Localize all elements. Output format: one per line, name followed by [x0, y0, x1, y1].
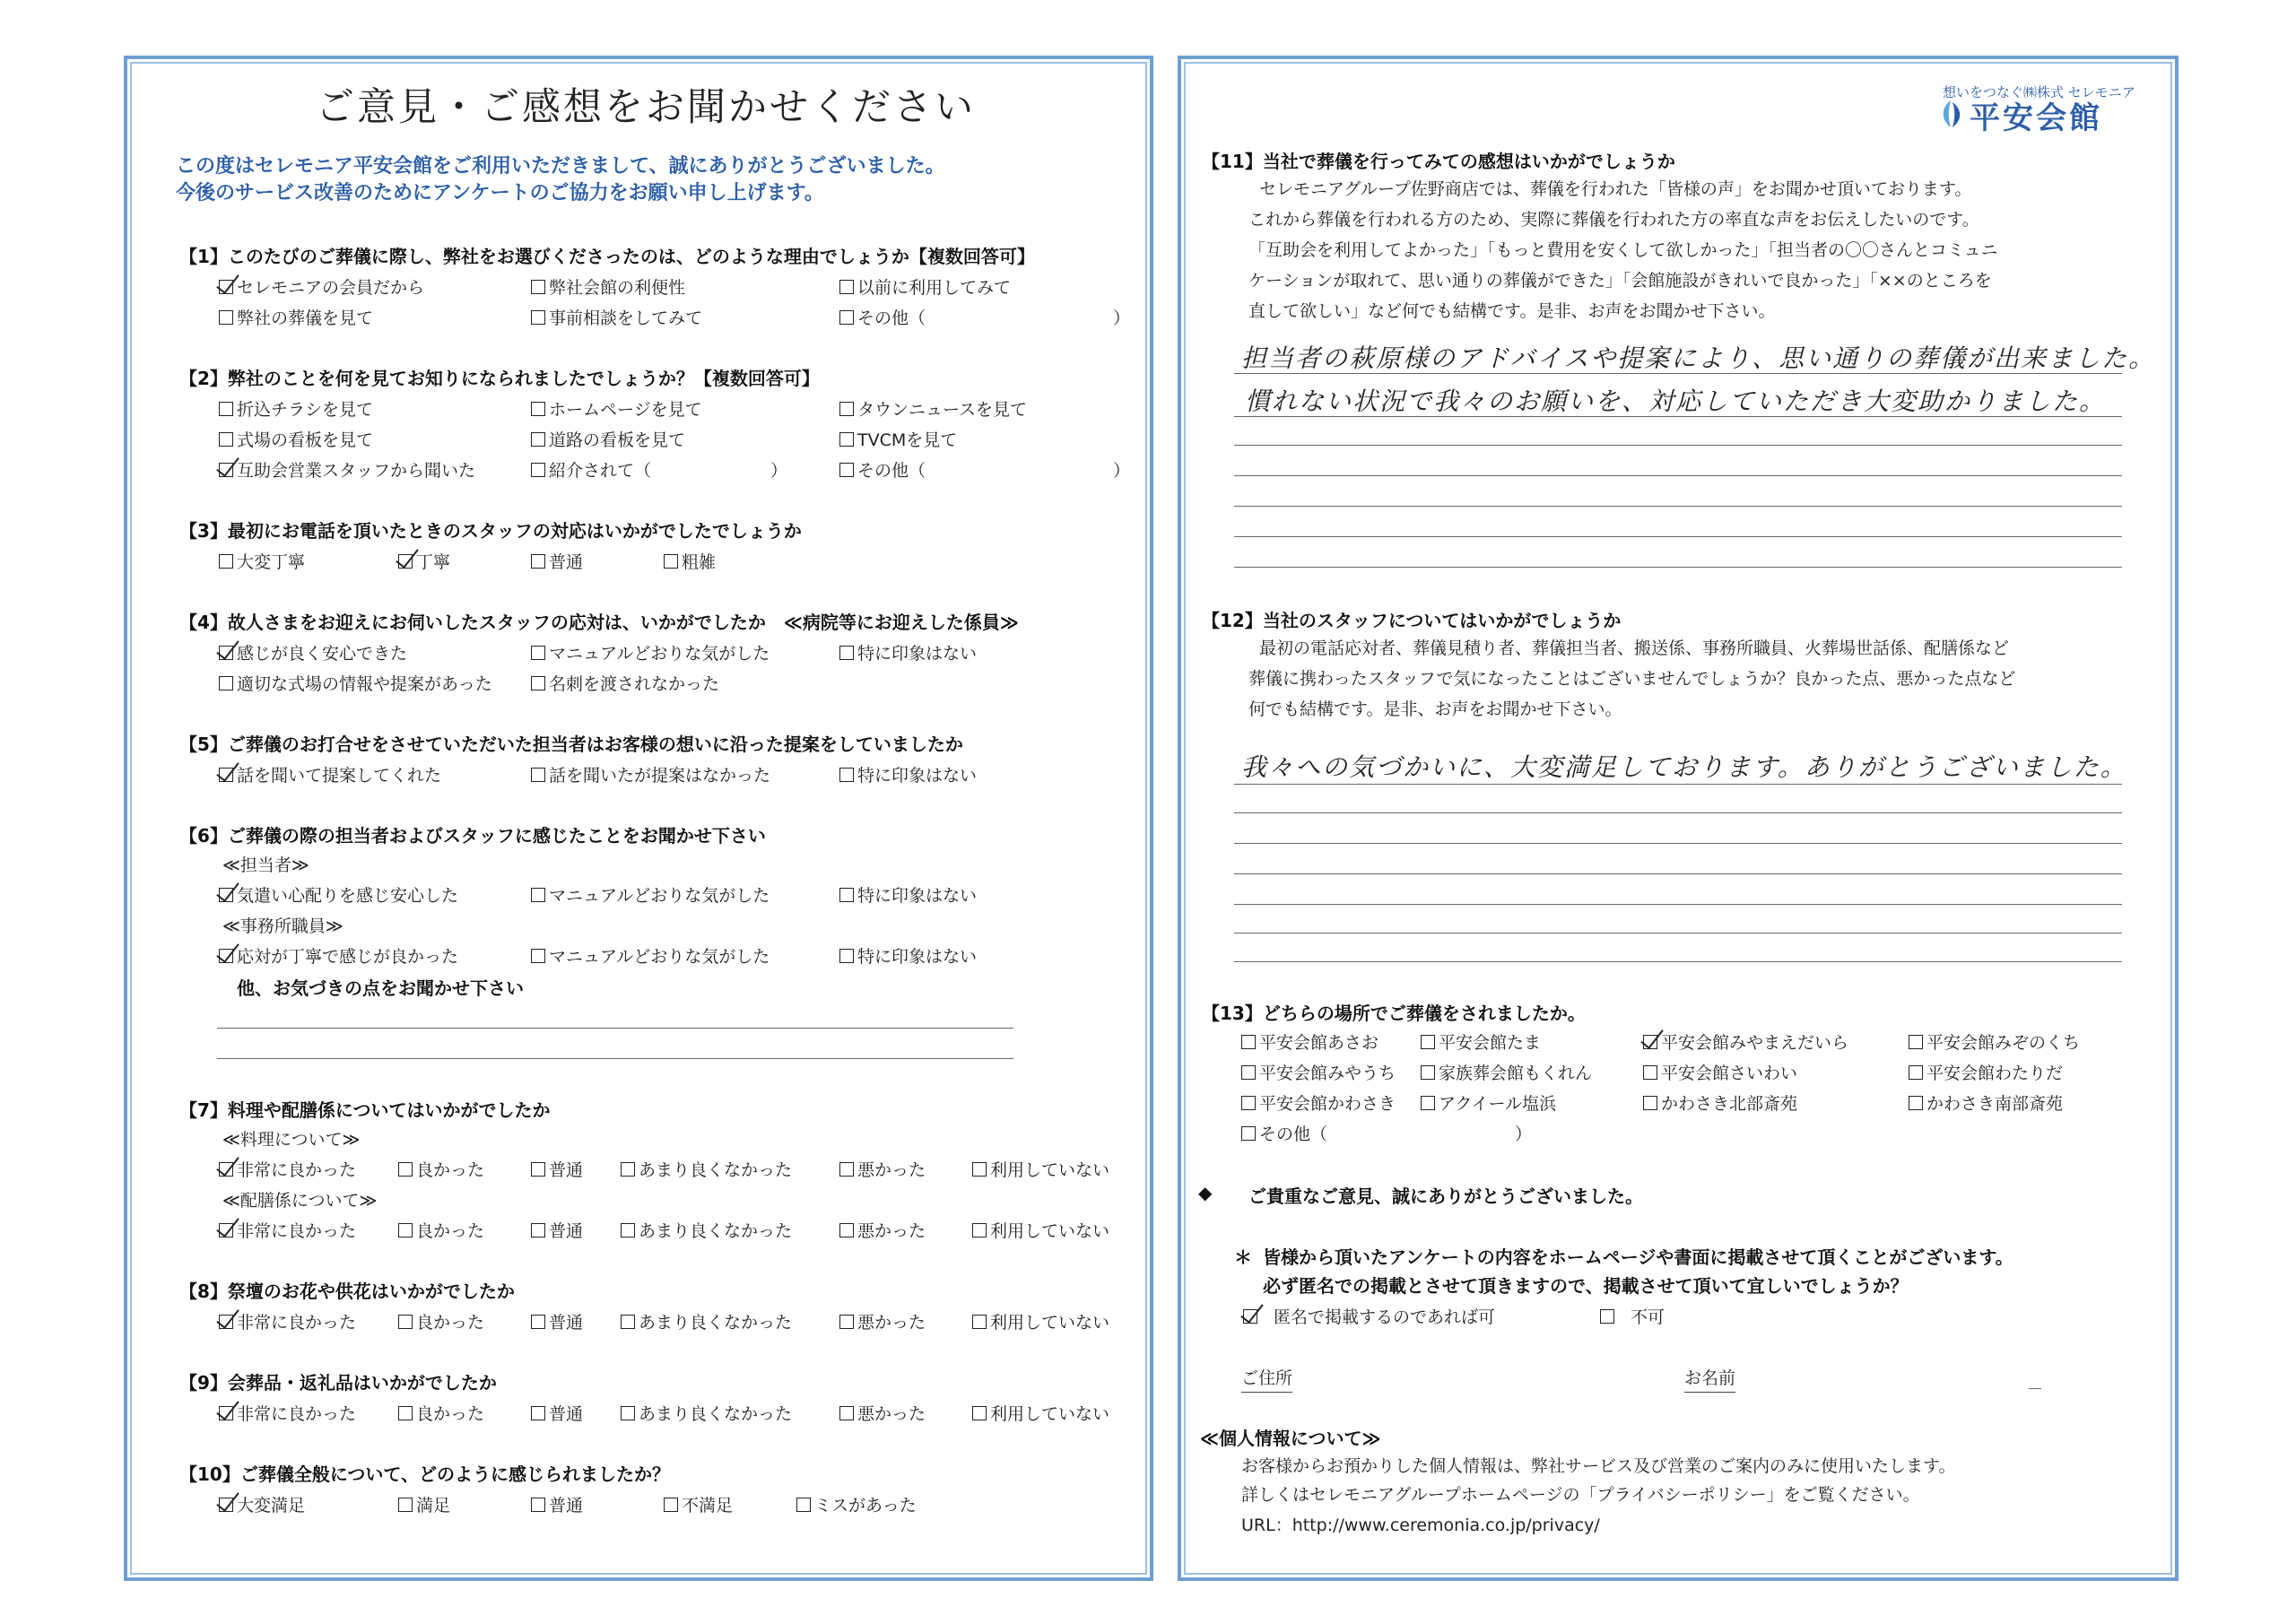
checkbox[interactable]	[1643, 1065, 1657, 1080]
q1-option-3[interactable]	[839, 274, 1011, 299]
q8-title: 【8】祭壇のお花や供花はいかがでしたか	[179, 1281, 515, 1302]
option-label: ミスがあった	[814, 1496, 917, 1515]
q9-title: 【9】会葬品・返礼品はいかがでしたか	[179, 1372, 497, 1394]
checkbox[interactable]	[839, 1223, 854, 1238]
option-label: 利用していない	[990, 1313, 1110, 1333]
checkbox-checked[interactable]	[219, 1498, 233, 1512]
checkbox[interactable]	[398, 1498, 413, 1512]
option-label: 悪かった	[857, 1404, 926, 1424]
checkbox[interactable]	[531, 1406, 545, 1420]
option-label: 平安会館みやうち	[1259, 1064, 1396, 1083]
q9-option-4[interactable]	[621, 1401, 792, 1425]
intro-line-1: この度はセレモニア平安会館をご利用いただきまして、誠にありがとうございました。	[176, 155, 945, 178]
option-label: 弊社の葬儀を見て	[237, 308, 374, 328]
write-line[interactable]	[1234, 873, 2122, 874]
q1-option-1[interactable]	[219, 274, 424, 299]
q6-sub-office: ≪事務所職員≫	[222, 916, 344, 936]
q1-option-2[interactable]	[531, 274, 685, 299]
q8-option-2[interactable]	[398, 1309, 484, 1333]
privacy-title: ≪個人情報について≫	[1200, 1428, 1381, 1449]
option-label: 利用していない	[990, 1221, 1110, 1241]
q11-body-3: 「互助会を利用してよかった」「もっと費用を安くして欲しかった」「担当者の〇〇さんとコミュニ	[1248, 240, 1998, 260]
option-label: その他（ ）	[857, 461, 1131, 481]
option-label: 非常に良かった	[237, 1404, 357, 1424]
q6-title: 【6】ご葬儀の際の担当者およびスタッフに感じたことをお聞かせ下さい	[179, 825, 766, 847]
write-line[interactable]	[1234, 904, 2122, 905]
publish-line-2: 必ず匿名での掲載とさせて頂きますので、掲載させて頂いて宜しいでしょうか？	[1263, 1275, 1909, 1297]
option-label: 特に印象はない	[857, 644, 978, 664]
option-label: 普通	[549, 1160, 584, 1180]
write-line[interactable]	[217, 1028, 1013, 1029]
q10-option-4[interactable]	[664, 1492, 733, 1516]
q11-body-5: 直して欲しい」など何でも結構です。是非、お声をお聞かせ下さい。	[1248, 301, 1776, 321]
q6-option-3[interactable]	[839, 882, 977, 907]
q12-body-1: 最初の電話応対者、葬儀見積り者、葬儀担当者、搬送係、事務所職員、火葬場世話係、配膳係など	[1259, 638, 2010, 658]
name-field-end	[2029, 1388, 2041, 1389]
q7-food-option-6[interactable]	[972, 1157, 1109, 1181]
checkbox[interactable]	[531, 768, 545, 782]
q5-option-1[interactable]	[219, 762, 441, 786]
option-label: 平安会館みぞのくち	[1926, 1033, 2081, 1053]
write-line[interactable]	[1234, 416, 2122, 417]
q7-serving-option-6[interactable]	[972, 1218, 1109, 1242]
option-label: 平安会館あさお	[1259, 1033, 1379, 1053]
checkbox[interactable]	[219, 676, 233, 690]
q7-serving-option-5[interactable]	[839, 1218, 926, 1242]
option-label: 非常に良かった	[237, 1313, 357, 1333]
checkbox[interactable]	[796, 1498, 811, 1512]
option-label: あまり良くなかった	[639, 1404, 793, 1424]
q13-option-3[interactable]	[1643, 1029, 1848, 1054]
write-line[interactable]	[1234, 567, 2122, 568]
publish-line-1: 皆様から頂いたアンケートの内容をホームページや書面に掲載させて頂くことがございます。	[1263, 1246, 2013, 1268]
q4-option-3[interactable]	[839, 640, 977, 664]
q13-title: 【13】どちらの場所でご葬儀をされましたか。	[1202, 1003, 1586, 1024]
write-line[interactable]	[217, 1058, 1013, 1059]
q4-title: 【4】故人さまをお迎えにお伺いしたスタッフの応対は、いかがでしたか ≪病院等にお迎えした係員≫	[179, 612, 1019, 633]
checkbox-checked[interactable]	[219, 646, 233, 660]
q8-option-3[interactable]	[531, 1309, 583, 1333]
checkbox[interactable]	[219, 310, 233, 325]
checkbox[interactable]	[621, 1315, 635, 1329]
q10-option-5[interactable]	[796, 1492, 917, 1516]
checkbox[interactable]	[972, 1162, 987, 1177]
checkbox[interactable]	[219, 402, 233, 416]
q1-option-5[interactable]	[531, 305, 702, 329]
q13-option-5[interactable]	[1241, 1060, 1396, 1084]
checkbox[interactable]	[531, 1498, 545, 1512]
checkbox-checked[interactable]	[398, 554, 413, 569]
q13-option-11[interactable]	[1643, 1090, 1797, 1115]
option-label: 式場の看板を見て	[237, 430, 374, 450]
privacy-url[interactable]: URL：http://www.ceremonia.co.jp/privacy/	[1241, 1515, 1600, 1535]
q11-body-4: ケーションが取れて、思い通りの葬儀ができた」「会館施設がきれいで良かった」「××のところを	[1248, 271, 1992, 291]
q6-sub-tantousha: ≪担当者≫	[222, 855, 309, 875]
option-label: その他（ ）	[1259, 1125, 1533, 1144]
write-line[interactable]	[1234, 506, 2122, 507]
option-label: 大変満足	[237, 1496, 306, 1515]
q2-option-3[interactable]	[839, 396, 1027, 421]
checkbox[interactable]	[531, 1162, 545, 1177]
checkbox[interactable]	[839, 280, 854, 294]
checkbox[interactable]	[1421, 1096, 1435, 1110]
option-label: 普通	[549, 1404, 584, 1424]
q5-option-3[interactable]	[839, 762, 977, 786]
q2-title: 【2】弊社のことを何を見てお知りになられましたでしょうか？【複数回答可】	[179, 368, 820, 389]
survey-title: ご意見・ご感想をお聞かせください	[316, 85, 976, 130]
q7-food-option-2[interactable]	[398, 1157, 484, 1181]
write-line[interactable]	[1234, 961, 2122, 962]
option-label: セレモニアの会員だから	[237, 278, 425, 298]
q4-option-2[interactable]	[531, 640, 770, 664]
q6-option-6[interactable]	[839, 943, 977, 968]
checkbox[interactable]	[839, 888, 854, 902]
q7-food-option-3[interactable]	[531, 1157, 583, 1181]
checkbox[interactable]	[1600, 1309, 1614, 1324]
q12-handwritten-answer-1: 我々への気づかいに、大変満足しております。ありがとうございました。	[1241, 752, 2127, 782]
checkbox-checked[interactable]	[219, 1223, 233, 1238]
checkbox[interactable]	[531, 554, 545, 569]
option-label: かわさき南部斎苑	[1926, 1094, 2064, 1114]
q4-option-4[interactable]	[219, 671, 492, 695]
q7-serving-option-4[interactable]	[621, 1218, 792, 1242]
checkbox[interactable]	[972, 1406, 987, 1420]
option-label: 事前相談をしてみて	[549, 308, 703, 328]
option-label: 特に印象はない	[857, 947, 978, 967]
privacy-line-1: お客様からお預かりした個人情報は、弊社サービス及び営業のご案内のみに使用いたします。	[1241, 1456, 1956, 1476]
q13-option-9[interactable]	[1241, 1090, 1396, 1115]
option-label: アクイール塩浜	[1439, 1094, 1557, 1114]
q2-option-4[interactable]	[219, 427, 373, 451]
q7-sub-food: ≪料理について≫	[222, 1130, 361, 1150]
q9-option-5[interactable]	[839, 1401, 926, 1425]
option-label: 折込チラシを見て	[237, 400, 374, 420]
option-label: 良かった	[416, 1404, 485, 1424]
q8-option-5[interactable]	[839, 1309, 926, 1333]
checkbox[interactable]	[219, 432, 233, 447]
checkbox[interactable]	[839, 949, 854, 963]
q11-handwritten-answer-2: 慣れない状況で我々のお願いを、対応していただき大変助かりました。	[1245, 386, 2107, 416]
q4-option-1[interactable]	[219, 640, 407, 664]
option-label: 普通	[549, 552, 584, 572]
q2-option-5[interactable]	[531, 427, 685, 451]
option-label: あまり良くなかった	[639, 1160, 793, 1180]
checkbox[interactable]	[1241, 1035, 1256, 1049]
checkbox-checked[interactable]	[1243, 1309, 1257, 1324]
checkbox[interactable]	[621, 1223, 635, 1238]
option-label: あまり良くなかった	[639, 1221, 793, 1241]
checkbox[interactable]	[531, 432, 545, 447]
q6-option-5[interactable]	[531, 943, 770, 968]
checkbox[interactable]	[1909, 1035, 1923, 1049]
option-label: TVCMを見て	[857, 430, 958, 450]
checkbox-checked[interactable]	[219, 888, 233, 902]
option-label: 互助会営業スタッフから聞いた	[237, 461, 476, 481]
write-line[interactable]	[1234, 812, 2122, 813]
checkbox[interactable]	[531, 402, 545, 416]
checkbox-checked[interactable]	[219, 280, 233, 294]
checkbox[interactable]	[1421, 1035, 1435, 1049]
q10-option-2[interactable]	[398, 1492, 450, 1516]
q2-option-1[interactable]	[219, 396, 373, 421]
q3-option-2[interactable]	[398, 549, 450, 573]
checkbox[interactable]	[398, 1315, 413, 1329]
option-label: 適切な式場の情報や提案があった	[237, 674, 492, 694]
q7-sub-serving: ≪配膳係について≫	[222, 1191, 378, 1211]
checkbox-checked[interactable]	[219, 463, 233, 477]
checkbox-checked[interactable]	[219, 768, 233, 782]
checkbox[interactable]	[531, 949, 545, 963]
checkbox[interactable]	[839, 1162, 854, 1177]
checkbox-checked[interactable]	[219, 1406, 233, 1420]
q13-option-13[interactable]	[1241, 1121, 1532, 1145]
option-label: マニュアルどおりな気がした	[549, 947, 770, 967]
q8-option-6[interactable]	[972, 1309, 1109, 1333]
option-label: 粗雑	[682, 552, 717, 572]
option-label: マニュアルどおりな気がした	[549, 644, 770, 664]
checkbox[interactable]	[664, 1498, 678, 1512]
q5-title: 【5】ご葬儀のお打合せをさせていただいた担当者はお客様の想いに沿った提案をしていましたか	[179, 734, 963, 755]
option-label: 利用していない	[990, 1404, 1110, 1424]
q3-option-1[interactable]	[219, 549, 305, 573]
option-label: 以前に利用してみて	[857, 278, 1012, 298]
checkbox[interactable]	[664, 554, 678, 569]
q7-food-option-1[interactable]	[219, 1157, 356, 1181]
option-label: 丁寧	[416, 552, 451, 572]
checkbox[interactable]	[1241, 1065, 1256, 1080]
write-line[interactable]	[1234, 843, 2122, 844]
option-label: マニュアルどおりな気がした	[549, 886, 770, 906]
checkbox[interactable]	[1643, 1096, 1657, 1110]
q7-serving-option-2[interactable]	[398, 1218, 484, 1242]
option-label: 悪かった	[857, 1160, 926, 1180]
q6-option-4[interactable]	[219, 943, 458, 968]
option-label: 平安会館わたりだ	[1926, 1064, 2064, 1083]
q11-body-1: セレモニアグループ佐野商店では、葬儀を行われた「皆様の声」をお聞かせ頂いております。	[1259, 179, 1972, 199]
q7-title: 【7】料理や配膳係についてはいかがでしたか	[179, 1099, 551, 1121]
q9-option-6[interactable]	[972, 1401, 1109, 1425]
q2-option-7[interactable]	[219, 457, 475, 482]
checkbox-checked[interactable]	[219, 1315, 233, 1329]
q12-body-3: 何でも結構です。是非、お声をお聞かせ下さい。	[1248, 699, 1622, 719]
checkbox[interactable]	[1241, 1096, 1256, 1110]
q7-serving-option-1[interactable]	[219, 1218, 356, 1242]
checkbox[interactable]	[1909, 1096, 1923, 1110]
privacy-line-2: 詳しくはセレモニアグループホームページの「プライバシーポリシー」をご覧ください。	[1241, 1485, 1920, 1505]
write-line[interactable]	[1234, 373, 2122, 374]
q9-option-3[interactable]	[531, 1401, 583, 1425]
asterisk-mark: ＊	[1234, 1246, 1252, 1268]
q13-option-1[interactable]	[1241, 1029, 1378, 1054]
logo-leaf-icon	[1937, 99, 1964, 133]
checkbox[interactable]	[839, 1315, 854, 1329]
checkbox[interactable]	[839, 310, 854, 325]
option-label: 大変丁寧	[237, 552, 306, 572]
q6-other-label: 他、お気づきの点をお聞かせ下さい	[237, 977, 524, 999]
checkbox[interactable]	[839, 1406, 854, 1420]
option-label: 悪かった	[857, 1221, 926, 1241]
option-label: 良かった	[416, 1221, 485, 1241]
q3-option-4[interactable]	[664, 549, 716, 573]
option-label: 紹介されて（ ）	[549, 461, 788, 481]
q8-option-4[interactable]	[621, 1309, 792, 1333]
logo-tagline: 想いをつなぐ㈱株式 セレモニア	[1943, 84, 2135, 100]
option-label: 普通	[549, 1496, 584, 1515]
checkbox[interactable]	[839, 768, 854, 782]
logo-name: 平安会館	[1970, 100, 2102, 136]
q7-food-option-5[interactable]	[839, 1157, 926, 1181]
option-label: 不満足	[682, 1496, 734, 1515]
intro-line-2: 今後のサービス改善のためにアンケートのご協力をお願い申し上げます。	[176, 182, 824, 204]
q11-title: 【11】当社で葬儀を行ってみての感想はいかがでしょうか	[1202, 151, 1675, 172]
option-label: 良かった	[416, 1160, 485, 1180]
checkbox[interactable]	[219, 554, 233, 569]
q2-option-8[interactable]	[531, 457, 787, 482]
option-label: 特に印象はない	[857, 766, 978, 786]
option-label: 良かった	[416, 1313, 485, 1333]
q3-title: 【3】最初にお電話を頂いたときのスタッフの対応はいかがでしたでしょうか	[179, 520, 802, 542]
q13-option-7[interactable]	[1643, 1060, 1797, 1084]
publish-option-deny[interactable]	[1600, 1304, 1665, 1328]
option-label: 匿名で掲載するのであれば可	[1274, 1307, 1496, 1327]
checkbox[interactable]	[839, 432, 854, 447]
checkbox[interactable]	[839, 463, 854, 477]
checkbox-checked[interactable]	[1643, 1035, 1657, 1049]
checkbox[interactable]	[398, 1406, 413, 1420]
option-label: 特に印象はない	[857, 886, 978, 906]
address-label: ご住所	[1241, 1365, 1292, 1393]
option-label: あまり良くなかった	[639, 1313, 793, 1333]
checkbox[interactable]	[531, 676, 545, 690]
option-label: 平安会館たま	[1439, 1033, 1542, 1053]
option-label: 道路の看板を見て	[549, 430, 686, 450]
checkbox[interactable]	[398, 1223, 413, 1238]
q13-option-6[interactable]	[1421, 1060, 1592, 1084]
option-label: 不可	[1631, 1307, 1665, 1327]
checkbox[interactable]	[531, 1315, 545, 1329]
option-label: 普通	[549, 1313, 584, 1333]
option-label: 話を聞いたが提案はなかった	[549, 766, 771, 786]
option-label: 非常に良かった	[237, 1160, 357, 1180]
write-line[interactable]	[1234, 475, 2122, 476]
option-label: その他（ ）	[857, 308, 1131, 328]
checkbox[interactable]	[621, 1162, 635, 1177]
q3-option-3[interactable]	[531, 549, 583, 573]
checkbox[interactable]	[621, 1406, 635, 1420]
option-label: 家族葬会館もくれん	[1439, 1064, 1593, 1083]
checkbox[interactable]	[531, 646, 545, 660]
option-label: タウンニュースを見て	[857, 400, 1028, 420]
q7-food-option-4[interactable]	[621, 1157, 792, 1181]
option-label: 応対が丁寧で感じが良かった	[237, 947, 459, 967]
checkbox[interactable]	[531, 1223, 545, 1238]
q13-option-12[interactable]	[1909, 1090, 2063, 1115]
checkbox-checked[interactable]	[219, 1162, 233, 1177]
option-label: 普通	[549, 1221, 584, 1241]
option-label: 弊社会館の利便性	[549, 278, 686, 298]
checkbox[interactable]	[839, 646, 854, 660]
q10-option-1[interactable]	[219, 1492, 305, 1516]
write-line[interactable]	[1234, 784, 2122, 785]
checkbox-checked[interactable]	[219, 949, 233, 963]
name-label: お名前	[1684, 1365, 1735, 1393]
option-label: ホームページを見て	[549, 400, 702, 420]
q2-option-9[interactable]	[839, 457, 1130, 482]
option-label: 名刺を渡されなかった	[549, 674, 720, 694]
option-label: 悪かった	[857, 1313, 926, 1333]
leaf-icon	[1937, 99, 1964, 129]
checkbox[interactable]	[1421, 1065, 1435, 1080]
q13-option-8[interactable]	[1909, 1060, 2063, 1084]
checkbox[interactable]	[972, 1223, 987, 1238]
q6-option-1[interactable]	[219, 882, 458, 907]
checkbox[interactable]	[1909, 1065, 1923, 1080]
q9-option-2[interactable]	[398, 1401, 484, 1425]
q13-option-10[interactable]	[1421, 1090, 1556, 1115]
checkbox[interactable]	[972, 1315, 987, 1329]
q6-option-2[interactable]	[531, 882, 770, 907]
checkbox[interactable]	[531, 463, 545, 477]
q12-title: 【12】当社のスタッフについてはいかがでしょうか	[1202, 610, 1622, 631]
q1-title: 【1】このたびのご葬儀に際し、弊社をお選びくださったのは、どのような理由でしょうか【複数回答可】	[179, 246, 1035, 267]
option-label: 平安会館かわさき	[1259, 1094, 1396, 1114]
checkbox[interactable]	[1241, 1126, 1256, 1141]
q11-body-2: これから葬儀を行われる方のため、実際に葬儀を行われた方の率直な声をお伝えしたいのです。	[1248, 210, 1979, 230]
q5-option-2[interactable]	[531, 762, 770, 786]
checkbox[interactable]	[531, 280, 545, 294]
q1-option-6[interactable]	[839, 305, 1130, 329]
option-label: 気遣い心配りを感じ安心した	[237, 886, 459, 906]
q1-option-4[interactable]	[219, 305, 373, 329]
q4-option-5[interactable]	[531, 671, 719, 695]
write-line[interactable]	[1234, 445, 2122, 446]
option-label: かわさき北部斎苑	[1661, 1094, 1798, 1114]
q13-option-4[interactable]	[1909, 1029, 2080, 1054]
q2-option-2[interactable]	[531, 396, 702, 421]
q10-title: 【10】ご葬儀全般について、どのように感じられましたか？	[179, 1463, 671, 1485]
option-label: 満足	[416, 1496, 451, 1515]
option-label: 感じが良く安心できた	[237, 644, 408, 664]
q7-serving-option-3[interactable]	[531, 1218, 583, 1242]
thanks-message: ご貴重なご意見、誠にありがとうございました。	[1248, 1185, 1643, 1207]
q12-body-2: 葬儀に携わったスタッフで気になったことはございませんでしょうか？良かった点、悪かった点など	[1248, 669, 2016, 689]
checkbox[interactable]	[531, 310, 545, 325]
q10-option-3[interactable]	[531, 1492, 583, 1516]
q9-option-1[interactable]	[219, 1401, 356, 1425]
checkbox[interactable]	[531, 888, 545, 902]
option-label: 非常に良かった	[237, 1221, 357, 1241]
checkbox[interactable]	[839, 402, 854, 416]
q11-handwritten-answer-1: 担当者の萩原様のアドバイスや提案により、思い通りの葬儀が出来ました。	[1241, 343, 2156, 373]
q2-option-6[interactable]	[839, 427, 957, 451]
diamond-icon: ◆	[1198, 1182, 1213, 1203]
write-line[interactable]	[1234, 536, 2122, 537]
option-label: 話を聞いて提案してくれた	[237, 766, 442, 786]
q8-option-1[interactable]	[219, 1309, 356, 1333]
write-line[interactable]	[1234, 933, 2122, 934]
q13-option-2[interactable]	[1421, 1029, 1541, 1054]
option-label: 平安会館みやまえだいら	[1661, 1033, 1849, 1053]
checkbox[interactable]	[398, 1162, 413, 1177]
option-label: 利用していない	[990, 1160, 1110, 1180]
publish-option-allow[interactable]	[1243, 1304, 1495, 1328]
option-label: 平安会館さいわい	[1661, 1064, 1798, 1083]
